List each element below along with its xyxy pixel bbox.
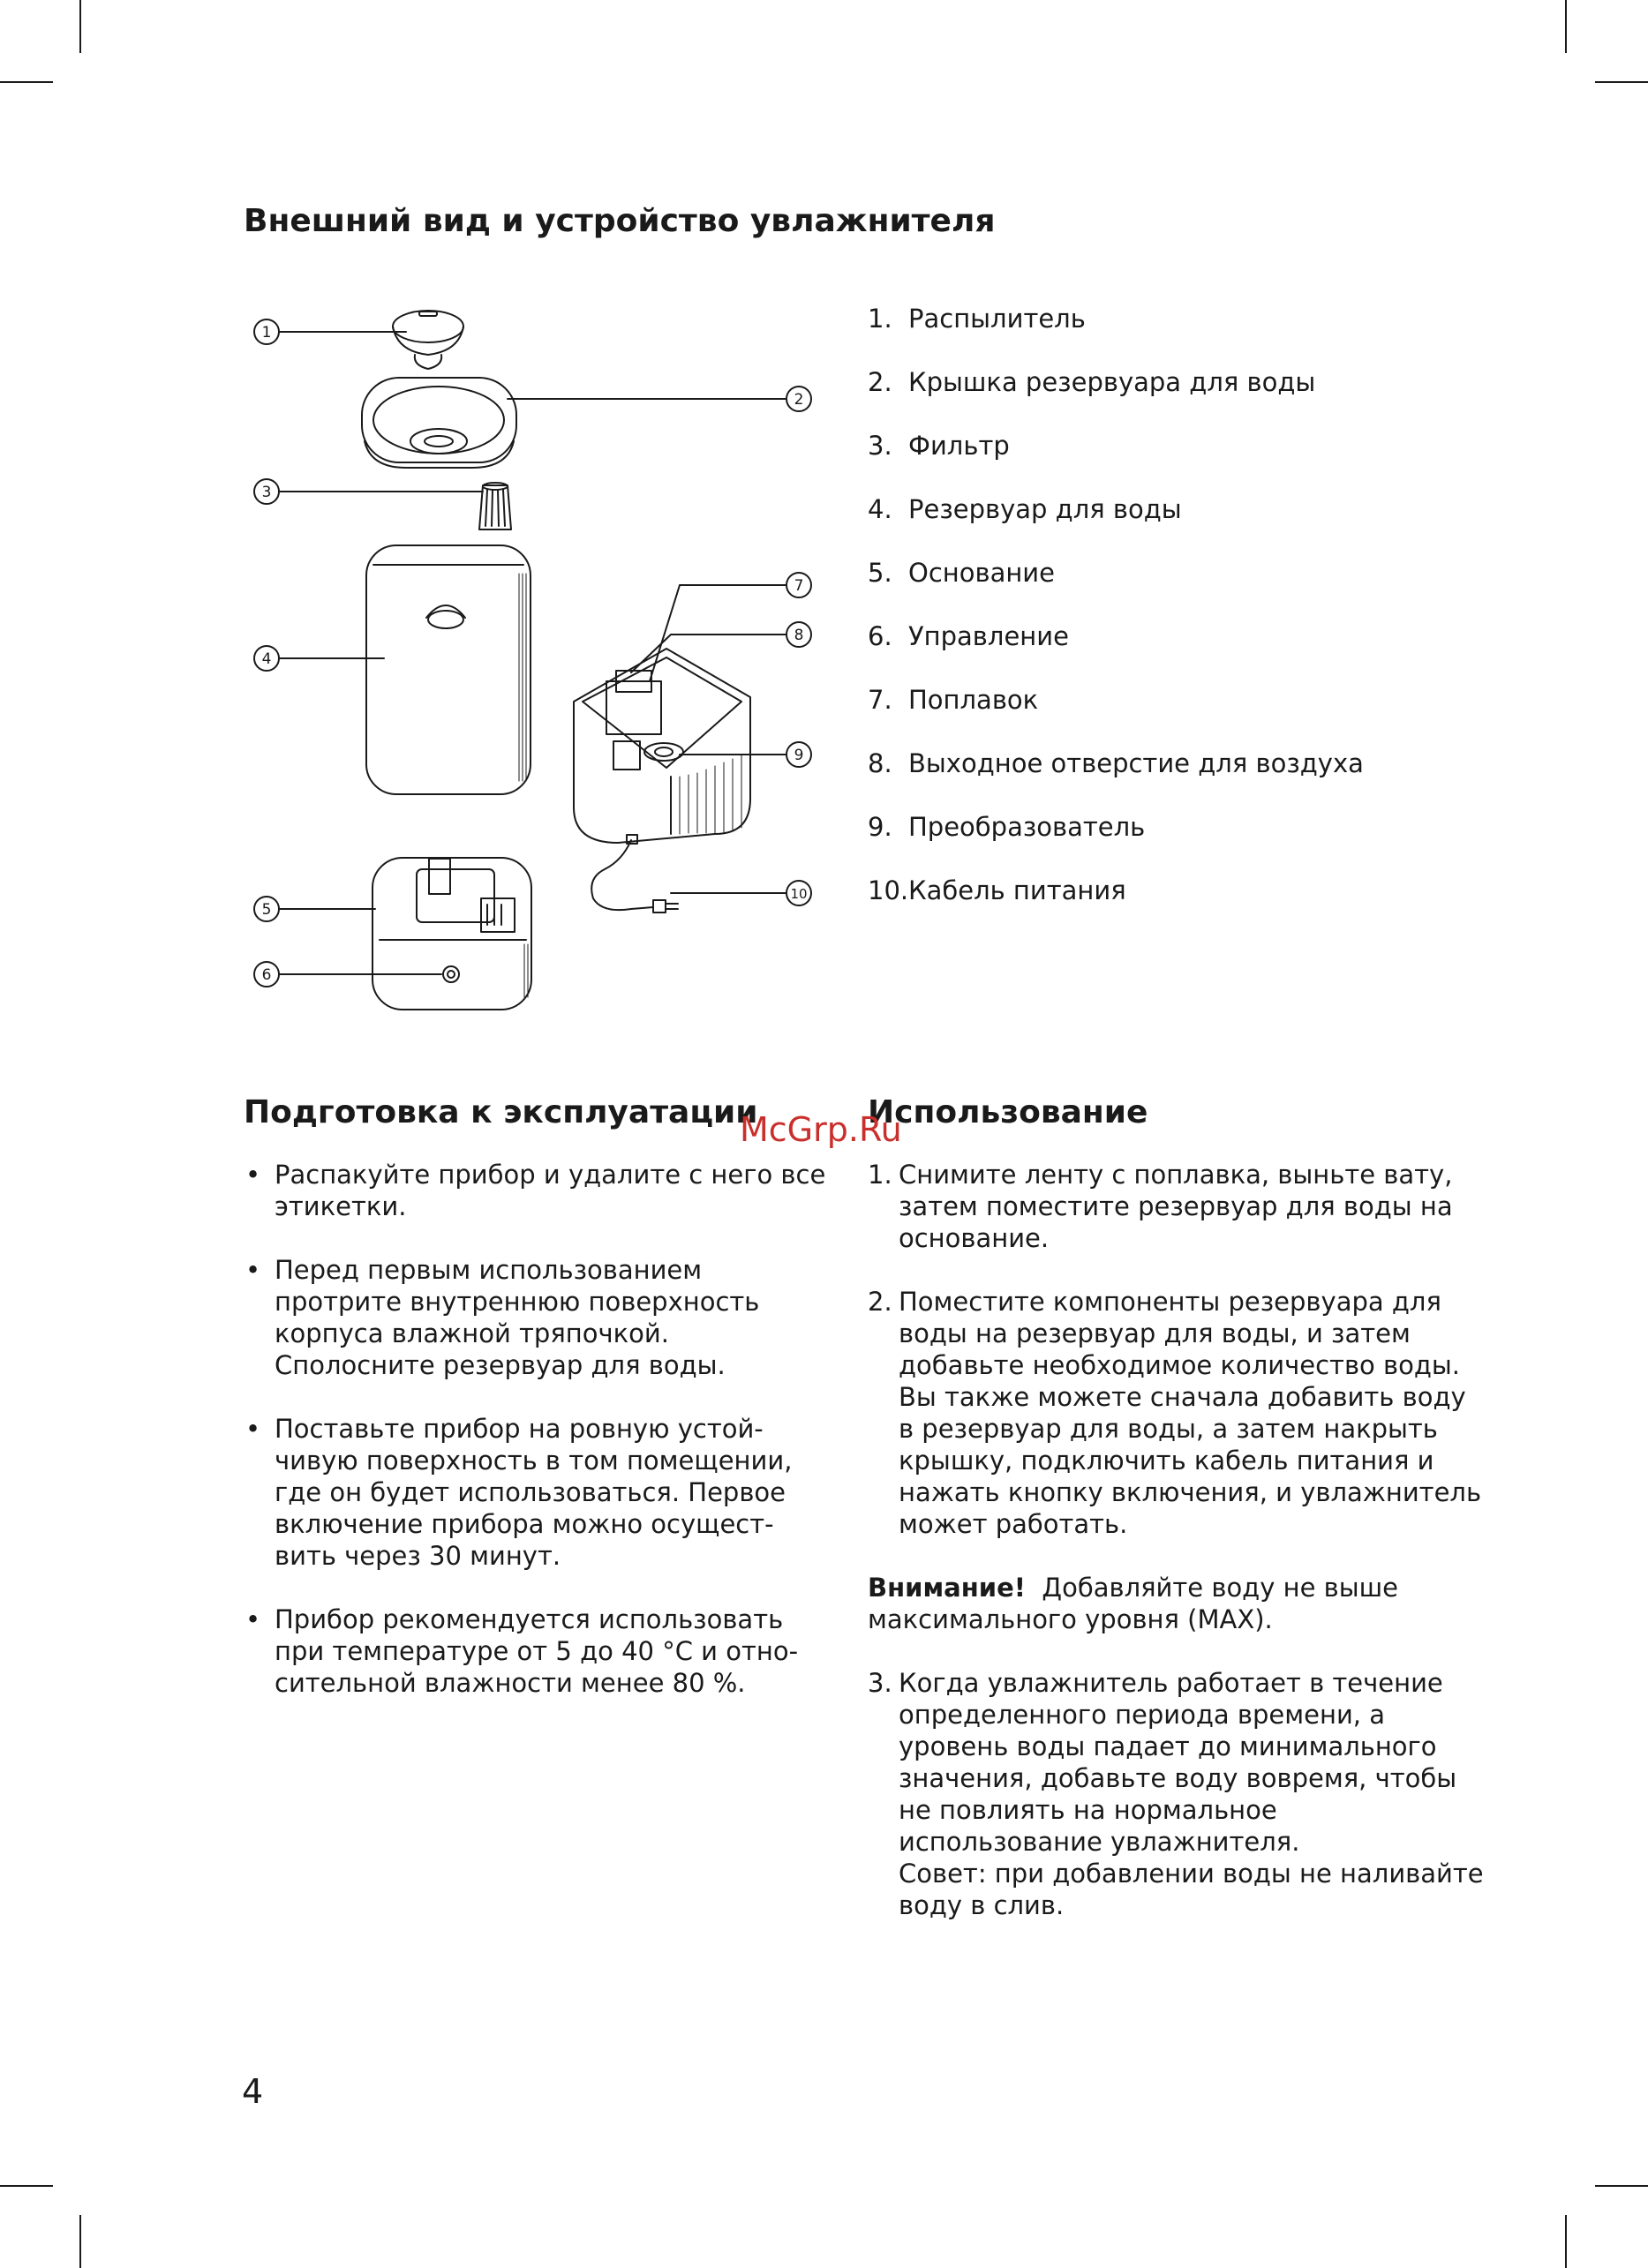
bullet-icon: •	[245, 1160, 261, 1190]
list-item-number: 6.	[868, 621, 892, 651]
list-item-number: 2.	[868, 367, 892, 397]
list-item-number: 10.	[868, 875, 909, 905]
list-item-text: Распакуйте прибор и удалите с него все этикетки.	[275, 1160, 826, 1221]
usage-step	[868, 1286, 1486, 1540]
list-item-number: 1.	[868, 304, 892, 334]
water-tank-illustration	[366, 545, 531, 794]
callout-number: 9	[794, 747, 804, 764]
list-item-label: Поплавок	[908, 685, 1039, 715]
page-number: 4	[242, 2072, 264, 2111]
list-item-label: Преобразователь	[908, 812, 1146, 842]
step-number: 2.	[868, 1287, 892, 1317]
list-item-number: 8.	[868, 748, 892, 778]
crop-mark	[0, 2185, 53, 2187]
list-item-text: Прибор рекомендуется использовать при температуре от 5 до 40 °C и относительной влажности менее 80 %.	[275, 1604, 799, 1698]
list-item	[868, 430, 1364, 493]
usage-heading: Использование	[868, 1094, 1148, 1130]
list-item-number: 9.	[868, 812, 892, 842]
list-item-text: Поставьте прибор на ровную устойчивую поверхность в том помещении, где он будет использоваться. Первое включение прибора можно осуществить через 30 минут.	[275, 1414, 793, 1571]
list-item	[244, 1603, 826, 1699]
sprayer-illustration	[393, 311, 463, 369]
usage-step	[868, 1159, 1486, 1254]
humidifier-diagram	[0, 0, 1648, 1059]
list-item-number: 5.	[868, 558, 892, 588]
list-item	[868, 747, 1364, 811]
list-item	[868, 303, 1364, 366]
list-item-label: Кабель питания	[908, 875, 1126, 905]
watermark: McGrp.Ru	[740, 1110, 902, 1149]
crop-mark	[79, 2215, 81, 2268]
callout-circles	[254, 319, 811, 987]
list-item	[868, 811, 1364, 875]
list-item-text: Перед первым использованием протрите внутреннюю поверхность корпуса влажной тряпочкой. Сполосните резервуар для воды.	[275, 1255, 760, 1380]
list-item-number: 3.	[868, 431, 892, 461]
warning-label: Внимание!	[868, 1573, 1026, 1603]
crop-mark	[1565, 2215, 1567, 2268]
usage-step	[868, 1667, 1486, 1921]
callout-number: 7	[794, 577, 804, 595]
usage-section	[868, 1159, 1486, 1921]
list-item-label: Резервуар для воды	[908, 494, 1182, 524]
list-item	[244, 1413, 826, 1572]
step-number: 1.	[868, 1160, 892, 1190]
list-item-label: Управление	[908, 621, 1069, 651]
list-item-label: Распылитель	[908, 304, 1086, 334]
base-illustration	[372, 858, 531, 1010]
list-item	[868, 557, 1364, 620]
list-item-label: Основание	[908, 558, 1055, 588]
warning-note	[868, 1572, 1486, 1635]
prep-list	[244, 1159, 826, 1731]
callout-number: 6	[261, 966, 272, 984]
list-item-label: Выходное отверстие для воздуха	[908, 748, 1364, 778]
list-item	[244, 1254, 826, 1381]
crop-mark	[1595, 2185, 1648, 2187]
callout-number: 3	[261, 484, 272, 501]
bullet-icon: •	[245, 1255, 261, 1285]
list-item-number: 7.	[868, 685, 892, 715]
list-item	[868, 493, 1364, 557]
callout-number: 8	[794, 627, 804, 644]
callout-number: 10	[790, 886, 808, 902]
callout-number: 5	[261, 901, 272, 919]
callout-number: 2	[794, 391, 804, 409]
bullet-icon: •	[245, 1604, 261, 1634]
tank-lid-illustration	[362, 378, 516, 468]
prep-heading: Подготовка к эксплуатации	[244, 1094, 758, 1130]
step-text: Поместите компоненты резервуара для воды на резервуар для воды, и затем добавьте необходимое количество воды. Вы также можете сначала добавить воду в резервуар для воды, а затем накрыть крышку, подключить кабель питания и нажать кнопку включения, и увлажнитель может работать.	[899, 1287, 1482, 1539]
step-number: 3.	[868, 1668, 892, 1698]
list-item-number: 4.	[868, 494, 892, 524]
callout-number: 4	[261, 650, 272, 668]
section-title: Внешний вид и устройство увлажнителя	[244, 203, 996, 239]
list-item	[868, 366, 1364, 430]
list-item	[868, 620, 1364, 684]
base-detail-illustration	[574, 649, 750, 912]
tip-text: Совет: при добавлении воды не наливайте воду в слив.	[899, 1859, 1484, 1920]
step-text: Когда увлажнитель работает в течение определенного периода времени, а уровень воды падает до минимального значения, добавьте воду вовремя, чтобы не повлиять на нормальное использование увлажнителя.	[899, 1668, 1457, 1857]
leader-lines	[279, 332, 786, 974]
list-item	[244, 1159, 826, 1222]
list-item	[868, 875, 1364, 938]
bullet-icon: •	[245, 1414, 261, 1444]
warning-text: Добавляйте воду не выше максимального уровня (MAX).	[868, 1573, 1399, 1634]
callout-number: 1	[261, 324, 272, 342]
parts-list	[868, 303, 1364, 938]
step-text: Снимите ленту с поплавка, выньте вату, затем поместите резервуар для воды на основание.	[899, 1160, 1453, 1253]
list-item-label: Фильтр	[908, 431, 1010, 461]
filter-illustration	[479, 483, 511, 529]
list-item	[868, 684, 1364, 747]
list-item-label: Крышка резервуара для воды	[908, 367, 1316, 397]
